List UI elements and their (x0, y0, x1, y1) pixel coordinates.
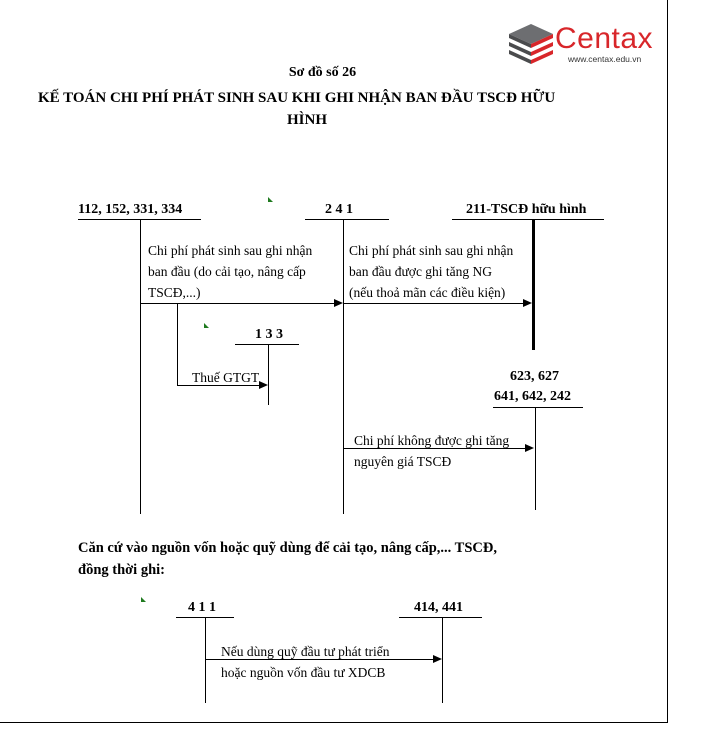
page-title: KẾ TOÁN CHI PHÍ PHÁT SINH SAU KHI GHI NHẬN BAN ĐẦU TSCĐ HỮU (38, 90, 556, 106)
diagram-number: Sơ đồ số 26 (288, 65, 357, 80)
arrowhead-icon (525, 444, 534, 452)
arrow-wip-to-asset (343, 303, 524, 304)
account-source-axis (140, 219, 141, 514)
cell-marker-icon (141, 597, 146, 602)
arrow-cost-to-wip (140, 303, 335, 304)
account-source: 112, 152, 331, 334 (78, 202, 183, 217)
flow-label-cost-to-wip: Chi phí phát sinh sau ghi nhận ban đầu (do cải tạo, nâng cấp TSCĐ,...) (148, 243, 313, 300)
account-expense-line (493, 407, 583, 408)
account-expense-2: 641, 642, 242 (494, 389, 571, 404)
account-vat-line (235, 344, 299, 345)
account-vat-axis (268, 344, 269, 405)
account-funds-line (399, 617, 482, 618)
arrow-funds (205, 659, 434, 660)
cell-marker-icon (268, 197, 273, 202)
arrow-vat (177, 385, 260, 386)
note-text: Căn cứ vào nguồn vốn hoặc quỹ dùng để cải tạo, nâng cấp,... TSCĐ, đồng thời ghi: (78, 540, 497, 578)
account-vat: 1 3 3 (255, 327, 283, 342)
account-expense-1: 623, 627 (510, 369, 559, 384)
account-funds-axis (442, 617, 443, 703)
account-funds: 414, 441 (414, 600, 463, 615)
page-title-cont: HÌNH (286, 112, 327, 128)
logo-brand: Centax (555, 22, 654, 55)
account-fixed-asset-axis (532, 219, 535, 350)
arrow-expense (343, 448, 526, 449)
flow-label-funds: Nếu dùng quỹ đầu tư phát triển hoặc nguồn vốn đầu tư XDCB (221, 644, 390, 680)
account-fixed-asset-line (452, 219, 604, 220)
account-expense-axis (535, 407, 536, 510)
account-capital: 4 1 1 (188, 600, 216, 615)
vat-branch-line (177, 303, 178, 385)
arrowhead-icon (259, 381, 268, 389)
arrowhead-icon (523, 299, 532, 307)
flow-label-vat: Thuế GTGT (192, 370, 260, 385)
account-fixed-asset: 211-TSCĐ hữu hình (466, 202, 587, 217)
arrowhead-icon (334, 299, 343, 307)
page-border-bottom (0, 722, 668, 723)
flow-label-wip-to-asset: Chi phí phát sinh sau ghi nhận ban đầu được ghi tăng NG (nếu thoả mãn các điều kiện) (349, 243, 514, 300)
page-border-right (667, 0, 668, 722)
arrowhead-icon (433, 655, 442, 663)
account-wip-axis (343, 219, 344, 514)
account-wip-line (305, 219, 389, 220)
account-capital-axis (205, 617, 206, 703)
cell-marker-icon (204, 323, 209, 328)
flow-label-expense: Chi phí không được ghi tăng nguyên giá TSCĐ (354, 433, 510, 469)
centax-logo-icon (505, 20, 555, 64)
logo-website: www.centax.edu.vn (568, 54, 642, 64)
account-wip: 2 4 1 (325, 202, 353, 217)
